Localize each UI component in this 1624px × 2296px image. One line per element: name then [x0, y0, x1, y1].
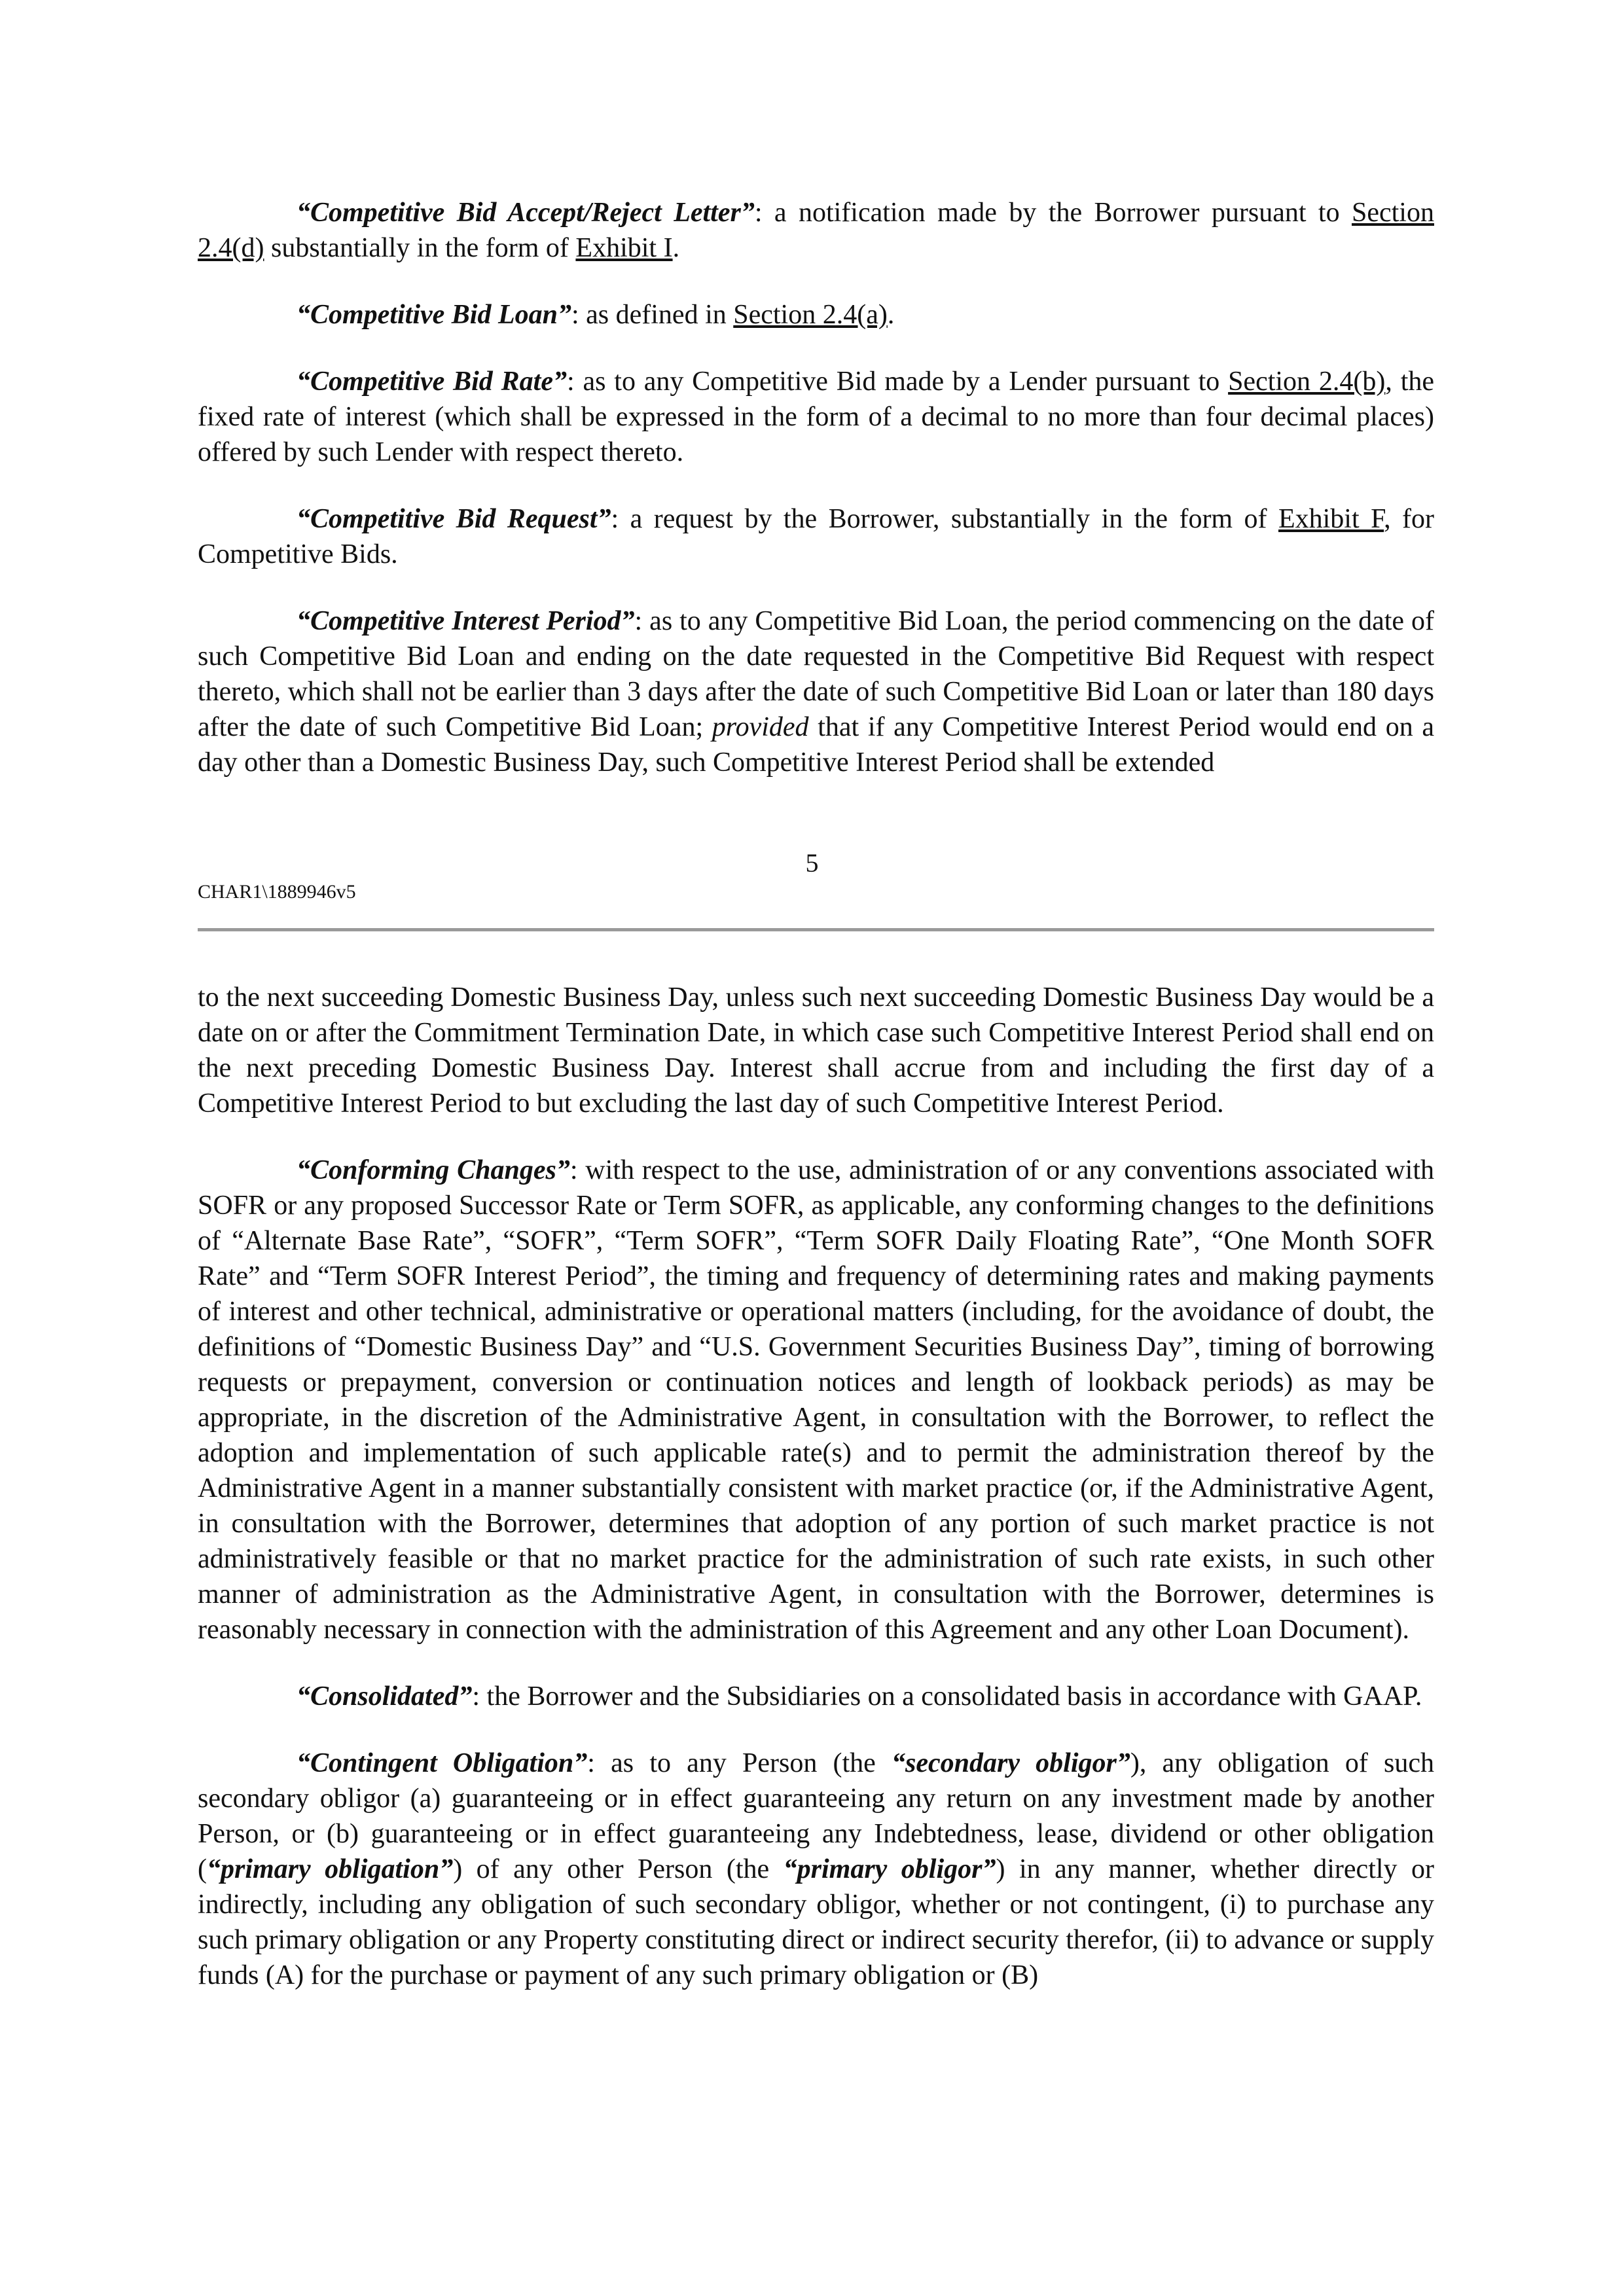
- definitions-block-top: [198, 195, 1434, 780]
- definition-text: that if any Competitive Interest Period would end on a day other than a Domestic Business Day, such Competitive Interest Period shall be extended: [198, 712, 1435, 778]
- definition-text: : a request by the Borrower, substantially in the form of: [611, 504, 1278, 534]
- definition-text: .: [672, 233, 680, 263]
- definition-text: : as to any Person (the: [587, 1748, 892, 1778]
- section-reference-link[interactable]: Section 2.4(d): [198, 198, 1434, 263]
- exhibit-reference-link[interactable]: Exhibit I: [575, 233, 673, 263]
- section-reference-link[interactable]: Section 2.4(a): [733, 300, 888, 330]
- definition-text: : as to any Competitive Bid Loan, the period commencing on the date of such Competitive Bid Loan and ending on the date requested in the Competitive Bid Request with respect thereto, which shall not be earlier than 3 days after the date of such Competitive Bid Loan or later than 180 days after the date of such Competitive Bid Loan;: [198, 606, 1435, 742]
- definition-text: : as defined in: [571, 300, 734, 330]
- defined-term: “Competitive Bid Loan”: [297, 300, 571, 330]
- definition-text: ) of any other Person (the: [453, 1854, 784, 1884]
- inline-defined-term: “primary obligation”: [207, 1854, 454, 1884]
- page-number: 5: [805, 848, 819, 878]
- exhibit-reference-link[interactable]: Exhibit F: [1278, 504, 1384, 534]
- definition-text: .: [887, 300, 895, 330]
- definition-competitive-bid-loan: [198, 297, 1434, 332]
- definition-text: , the fixed rate of interest (which shall be expressed in the form of a decimal to no more than four decimal places) offered by such Lender with respect thereto.: [198, 367, 1435, 467]
- defined-term: “Competitive Bid Rate”: [297, 367, 567, 397]
- defined-term: “Competitive Bid Accept/Reject Letter”: [297, 198, 755, 228]
- definition-text: , for Competitive Bids.: [198, 504, 1435, 569]
- defined-term: “Competitive Bid Request”: [297, 504, 611, 534]
- definition-text: ), any obligation of such secondary obligor (a) guaranteeing or in effect guaranteeing any return on any investment made by another Person, or (b) guaranteeing or in effect guaranteeing any Indebtedness, lease, dividend or other obligation (: [198, 1748, 1435, 1884]
- definition-consolidated: [198, 1679, 1434, 1714]
- document-id: CHAR1\1889946v5: [198, 881, 356, 903]
- page-break-divider: [198, 928, 1434, 931]
- defined-term: “Competitive Interest Period”: [297, 606, 635, 636]
- section-reference-link[interactable]: Section 2.4(b): [1228, 367, 1386, 397]
- defined-term: “Conforming Changes”: [297, 1155, 570, 1185]
- definition-competitive-interest-period: [198, 603, 1434, 780]
- definition-text: : as to any Competitive Bid made by a Lender pursuant to: [566, 367, 1229, 397]
- defined-term: “Contingent Obligation”: [297, 1748, 588, 1778]
- definitions-block-bottom: [198, 980, 1434, 1993]
- definition-text: : with respect to the use, administration of or any conventions associated with SOFR or any proposed Successor Rate or Term SOFR, as applicable, any conforming changes to the definitions of “Alternate Base Rate”, “SOFR”, “Term SOFR”, “Term SOFR Daily Floating Rate”, “One Month SOFR Rate” and “Term SOFR Interest Period”, the timing and frequency of determining rates and making payments of interest and other technical, administrative or operational matters (including, for the avoidance of doubt, the definitions of “Domestic Business Day” and “U.S. Government Securities Business Day”, timing of borrowing requests or prepayment, conversion or continuation notices and length of lookback periods) as may be appropriate, in the discretion of the Administrative Agent, in consultation with the Borrower, to reflect the adoption and implementation of such applicable rate(s) and to permit the administration thereof by the Administrative Agent in a manner substantially consistent with market practice (or, if the Administrative Agent, in consultation with the Borrower, determines that adoption of any portion of such market practice is not administratively feasible or that no market practice for the administration of such rate exists, in such other manner of administration as the Administrative Agent, in consultation with the Borrower, determines is reasonably necessary in connection with the administration of this Agreement and any other Loan Document).: [198, 1155, 1435, 1645]
- definition-contingent-obligation: [198, 1746, 1434, 1993]
- proviso-italic: provided: [712, 712, 809, 742]
- definition-competitive-bid-request: [198, 501, 1434, 572]
- continuation-paragraph: to the next succeeding Domestic Business Day, unless such next succeeding Domestic Business Day would be a date on or after the Commitment Termination Date, in which case such Competitive Interest Period shall end on the next preceding Domestic Business Day. Interest shall accrue from and including the first day of a Competitive Interest Period to but excluding the last day of such Competitive Interest Period.: [198, 982, 1434, 1119]
- defined-term: “Consolidated”: [297, 1681, 473, 1712]
- definition-text: : the Borrower and the Subsidiaries on a consolidated basis in accordance with GAAP.: [472, 1681, 1422, 1712]
- definition-text: : a notification made by the Borrower pursuant to: [754, 198, 1352, 228]
- inline-defined-term: “secondary obligor”: [892, 1748, 1130, 1778]
- definition-text: ) in any manner, whether directly or indirectly, including any obligation of such secondary obligor, whether or not contingent, (i) to purchase any such primary obligation or any Property constituting direct or indirect security therefor, (ii) to advance or supply funds (A) for the purchase or payment of any such primary obligation or (B): [198, 1854, 1434, 1990]
- inline-defined-term: “primary obligor”: [783, 1854, 996, 1884]
- definition-text: substantially in the form of: [264, 233, 576, 263]
- definition-conforming-changes: [198, 1153, 1434, 1647]
- definition-competitive-bid-accept-reject-letter: [198, 195, 1434, 266]
- definition-competitive-bid-rate: [198, 364, 1434, 470]
